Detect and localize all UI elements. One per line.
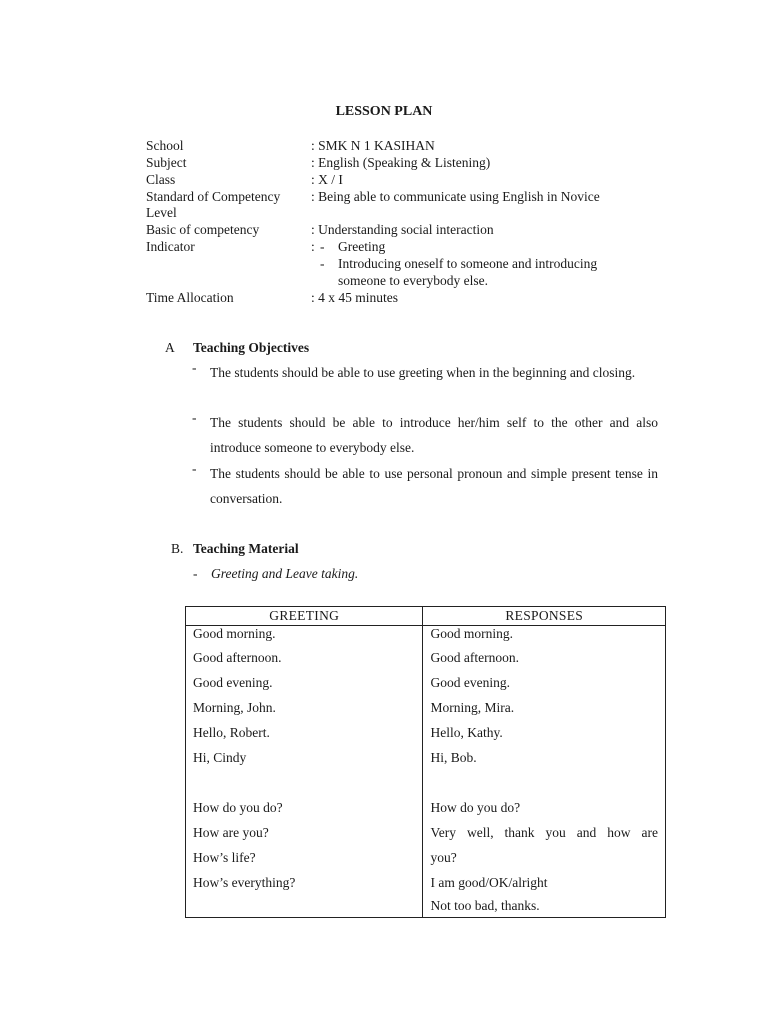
class-value: : X / I <box>311 172 343 187</box>
column-header-responses: RESPONSES <box>423 607 666 626</box>
school-value: : SMK N 1 KASIHAN <box>311 138 435 153</box>
table-row <box>186 870 666 895</box>
indicator-item: Greeting <box>338 239 386 254</box>
objective-dash: - <box>192 360 197 375</box>
table-row <box>186 820 666 845</box>
response-cell <box>423 820 666 845</box>
page-title: LESSON PLAN <box>335 104 433 119</box>
time-value: : 4 x 45 minutes <box>311 290 398 305</box>
objective-item <box>192 360 658 410</box>
indicator-item-cont: someone to everybody else. <box>338 273 488 288</box>
response-cell: Good evening. <box>423 670 666 695</box>
table-row <box>186 770 666 795</box>
section-b-heading: Teaching Material <box>193 541 299 556</box>
objective-dash: - <box>192 410 197 425</box>
greeting-cell: Hello, Robert. <box>186 720 423 745</box>
greeting-cell: Good evening. <box>186 670 423 695</box>
table-row <box>186 720 666 745</box>
response-cell: you? <box>423 845 666 870</box>
greeting-cell: Morning, John. <box>186 695 423 720</box>
table-row <box>186 670 666 695</box>
table-row <box>186 795 666 820</box>
table-row <box>186 845 666 870</box>
response-text: Very well, thank you and how are <box>430 825 658 840</box>
greeting-cell: How’s everything? <box>186 870 423 895</box>
indicator-label: Indicator <box>146 239 195 254</box>
table-row <box>186 745 666 770</box>
table-row <box>186 626 666 646</box>
indicator-dash: - <box>320 239 325 254</box>
basic-competency-label: Basic of competency <box>146 222 260 237</box>
response-cell: Not too bad, thanks. <box>423 895 666 918</box>
objective-text: The students should be able to use personal pronoun and simple present tense in conversation. <box>210 466 658 506</box>
greeting-cell: How are you? <box>186 820 423 845</box>
greeting-cell: Hi, Cindy <box>186 745 423 770</box>
response-cell: Good morning. <box>423 626 666 646</box>
competency-value: : Being able to communicate using English in Novice <box>311 189 600 204</box>
greeting-cell: Good afternoon. <box>186 645 423 670</box>
time-label: Time Allocation <box>146 290 234 305</box>
material-dash: - <box>193 566 198 581</box>
greeting-table <box>185 606 666 918</box>
objective-item <box>192 461 658 511</box>
indicator-item: Introducing oneself to someone and introducing <box>338 256 598 271</box>
indicator-colon: : <box>311 239 315 254</box>
objective-item <box>192 410 658 460</box>
section-b-letter: B. <box>171 541 184 556</box>
response-cell: Good afternoon. <box>423 645 666 670</box>
greeting-cell <box>186 895 423 918</box>
material-item: Greeting and Leave taking. <box>211 566 359 581</box>
subject-value: : English (Speaking & Listening) <box>311 155 491 170</box>
class-label: Class <box>146 172 176 187</box>
response-cell: Hi, Bob. <box>423 745 666 770</box>
school-label: School <box>146 138 184 153</box>
objective-text: The students should be able to introduce her/him self to the other and also introduce someone to everybody else. <box>210 415 658 455</box>
response-cell: Hello, Kathy. <box>423 720 666 745</box>
response-cell <box>423 770 666 795</box>
competency-label: Standard of Competency <box>146 189 281 204</box>
table-row <box>186 645 666 670</box>
table-row <box>186 895 666 918</box>
greeting-cell <box>186 770 423 795</box>
response-cell: How do you do? <box>423 795 666 820</box>
basic-competency-value: : Understanding social interaction <box>311 222 494 237</box>
subject-label: Subject <box>146 155 187 170</box>
table-header-row <box>186 607 666 626</box>
response-cell: I am good/OK/alright <box>423 870 666 895</box>
response-cell: Morning, Mira. <box>423 695 666 720</box>
section-a-heading: Teaching Objectives <box>193 340 310 355</box>
objective-text: The students should be able to use greeting when in the beginning and closing. <box>210 365 636 380</box>
greeting-cell: Good morning. <box>186 626 423 646</box>
greeting-cell: How’s life? <box>186 845 423 870</box>
competency-label-cont: Level <box>146 205 177 220</box>
column-header-greeting: GREETING <box>186 607 423 626</box>
section-a-letter: A <box>165 340 175 355</box>
indicator-dash: - <box>320 256 325 271</box>
objective-dash: - <box>192 461 197 476</box>
table-row <box>186 695 666 720</box>
greeting-cell: How do you do? <box>186 795 423 820</box>
